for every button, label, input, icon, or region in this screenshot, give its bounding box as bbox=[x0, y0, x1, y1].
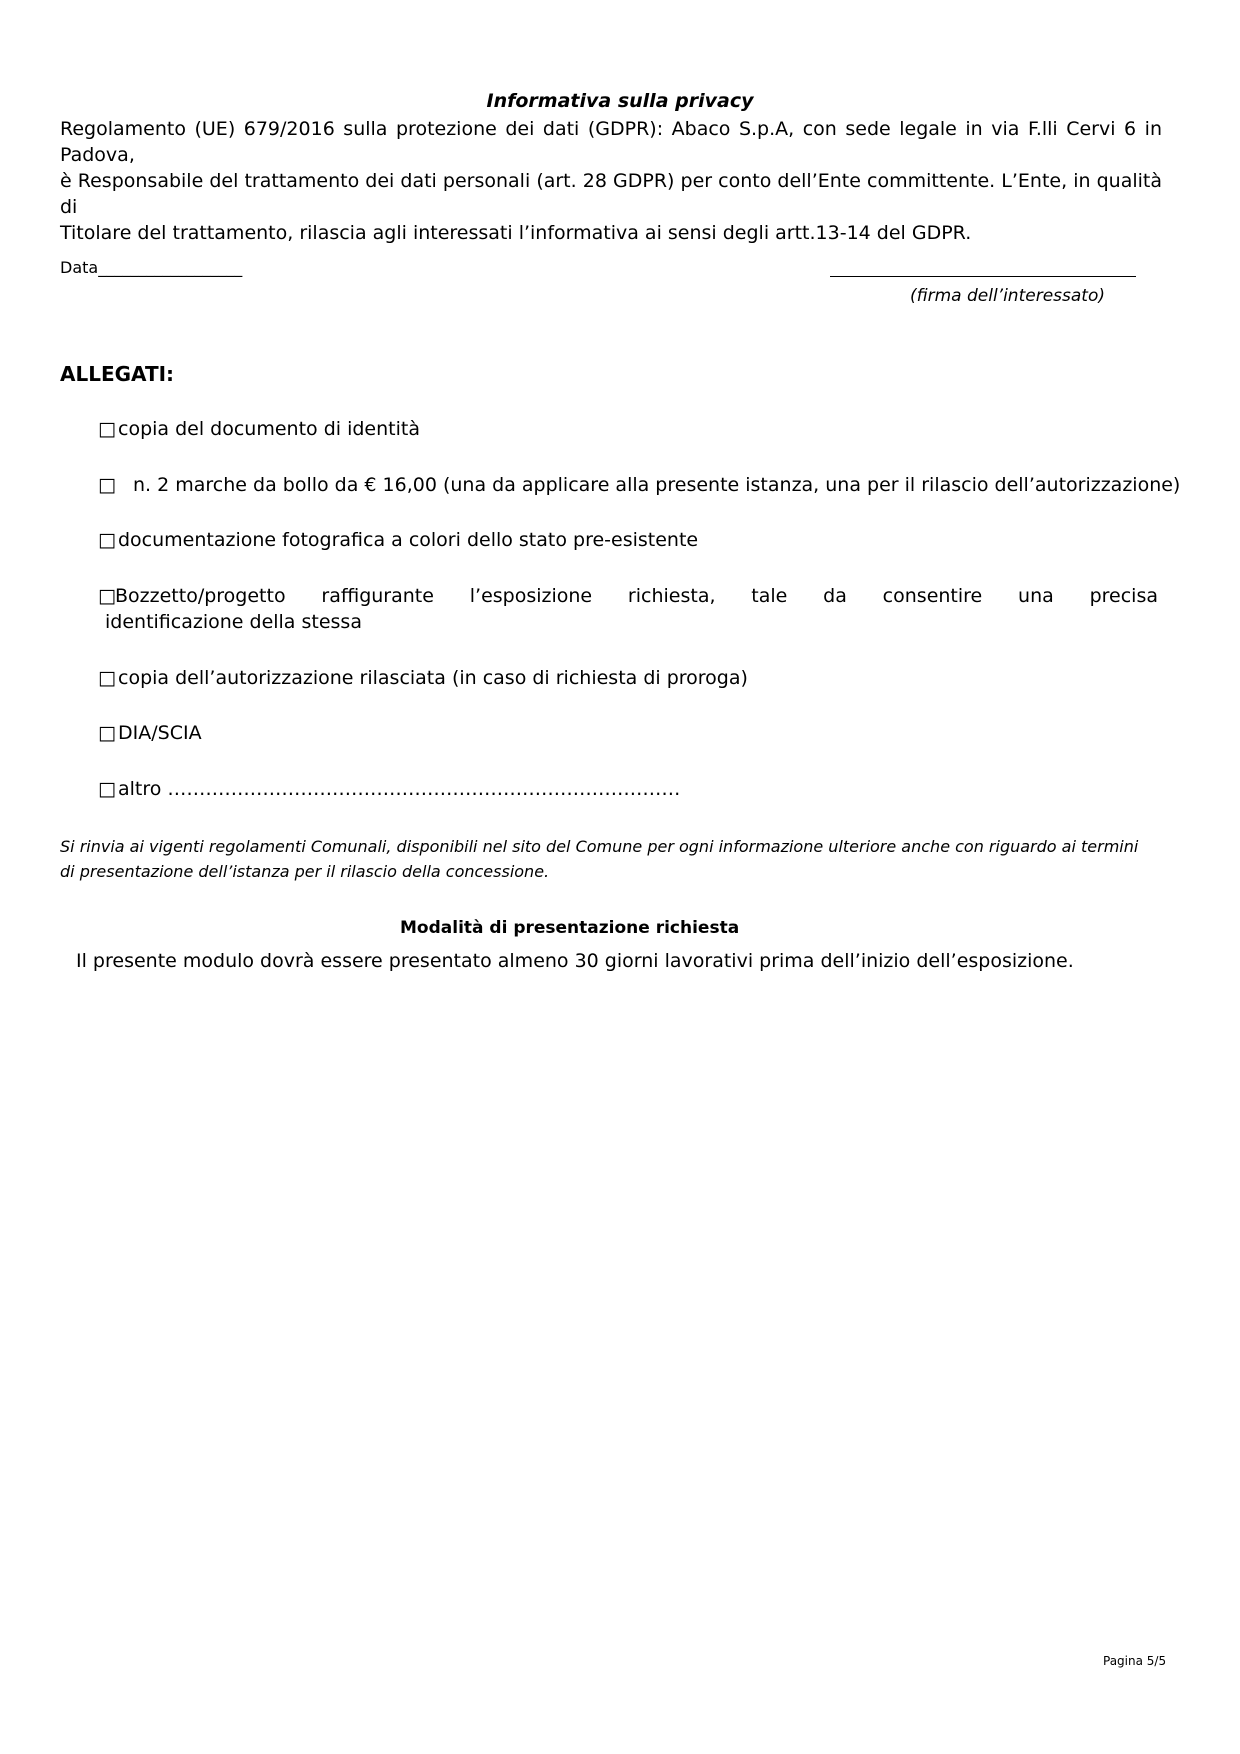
privacy-title: Informativa sulla privacy bbox=[486, 90, 754, 112]
list-item bbox=[98, 472, 1180, 498]
page-number: Pagina 5/5 bbox=[1103, 1654, 1167, 1668]
list-item bbox=[98, 776, 680, 802]
checkbox-icon[interactable]: □ bbox=[98, 529, 116, 551]
regulation-note bbox=[60, 834, 1168, 884]
date-field[interactable]: Data__________________ bbox=[60, 258, 243, 277]
checkbox-icon[interactable]: □ bbox=[98, 778, 116, 800]
list-item-label: documentazione fotografica a colori dello stato pre-esistente bbox=[118, 529, 699, 551]
list-item-label: n. 2 marche da bollo da € 16,00 (una da applicare alla presente istanza, una per il rilascio dell’autorizzazione) bbox=[133, 474, 1181, 496]
privacy-line: Regolamento (UE) 679/2016 sulla protezione dei dati (GDPR): Abaco S.p.A, con sede legale in via F.lli Cervi 6 in Padova, bbox=[60, 118, 1162, 166]
privacy-paragraph bbox=[60, 116, 1162, 246]
list-item-label[interactable]: altro ……………………………………………………………………… bbox=[118, 778, 681, 800]
list-item bbox=[98, 720, 202, 746]
checkbox-icon[interactable]: □ bbox=[98, 474, 116, 496]
list-item-label: Bozzetto/progetto raffigurante l’esposizione richiesta, tale da consentire una precisa bbox=[115, 585, 1158, 607]
list-item-continuation: identificazione della stessa bbox=[105, 611, 362, 633]
note-line: Si rinvia ai vigenti regolamenti Comunali, disponibili nel sito del Comune per ogni informazione ulteriore anche con riguardo ai termini bbox=[60, 837, 1139, 856]
list-item-label: DIA/SCIA bbox=[118, 722, 202, 744]
list-item-label: copia dell’autorizzazione rilasciata (in caso di richiesta di proroga) bbox=[118, 667, 748, 689]
presentation-text: Il presente modulo dovrà essere presentato almeno 30 giorni lavorativi prima dell’inizio dell’esposizione. bbox=[76, 950, 1074, 972]
checkbox-icon[interactable]: □ bbox=[98, 585, 116, 607]
list-item bbox=[98, 665, 748, 691]
allegati-heading: ALLEGATI: bbox=[60, 362, 175, 386]
presentation-heading: Modalità di presentazione richiesta bbox=[400, 918, 740, 938]
list-item-label: copia del documento di identità bbox=[118, 418, 420, 440]
list-item bbox=[98, 416, 420, 442]
privacy-line: Titolare del trattamento, rilascia agli interessati l’informativa ai sensi degli artt.13-14 del GDPR. bbox=[60, 222, 972, 244]
signature-caption: (firma dell’interessato) bbox=[910, 286, 1105, 306]
checkbox-icon[interactable]: □ bbox=[98, 667, 116, 689]
list-item bbox=[98, 583, 1158, 635]
list-item bbox=[98, 527, 698, 553]
privacy-line: è Responsabile del trattamento dei dati personali (art. 28 GDPR) per conto dell’Ente committente. L’Ente, in qualità di bbox=[60, 170, 1162, 218]
note-line: di presentazione dell’istanza per il rilascio della concessione. bbox=[60, 862, 550, 881]
signature-line[interactable] bbox=[830, 258, 1136, 277]
checkbox-icon[interactable]: □ bbox=[98, 418, 116, 440]
checkbox-icon[interactable]: □ bbox=[98, 722, 116, 744]
